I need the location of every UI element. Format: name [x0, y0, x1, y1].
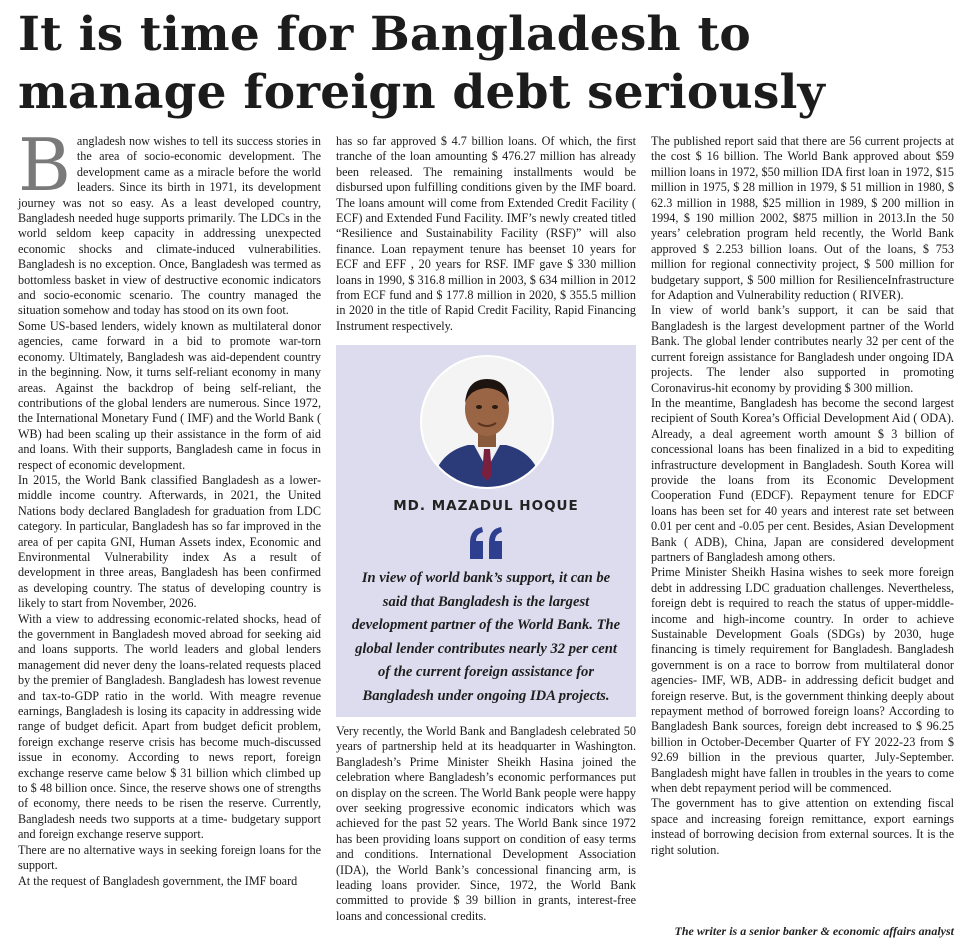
article-headline: It is time for Bangladesh to manage foreign debt seriously	[18, 7, 826, 120]
quote-mark-icon	[466, 523, 506, 563]
article-column-2-continued	[336, 724, 636, 924]
author-pull-quote-box	[336, 345, 636, 717]
pull-quote-text: In view of world bank’s support, it can be said that Bangladesh is the largest development partner of the World Bank. The global lender contributes nearly 32 per cent of the current foreign assistance for Bangladesh under ongoing IDA projects.	[351, 570, 621, 704]
article-paragraph: In the meantime, Bangladesh has become the second largest recipient of South Korea’s Official Development Aid ( ODA). Already, a deal agreement worth amount $ 3 billion of concessional loans has been finalized in a bid to expediting infrastructure development in Bangladesh. South Korea will provide the loans from its Economic Development Cooperation Fund (EDCF). Repayment tenure for EDCF loans has been set for 40 years and interest rate set between 0.01 per cent and -0.05 per cent. Besides, Asian Development Bank ( ADB), China, Japan are considered development partners of Bangladesh among others.	[651, 395, 954, 564]
article-paragraph: The government has to give attention on extending fiscal space and increasing foreign remittance, export earnings instead of borrowing decision from external sources. It is the right solution.	[651, 796, 954, 857]
author-name: MD. MAZADUL HOQUE	[393, 498, 579, 514]
article-paragraph: There are no alternative ways in seeking foreign loans for the support.	[18, 842, 321, 873]
article-paragraph: Bangladesh now wishes to tell its success stories in the area of socio-economic development. The development came as a miracle before the world leaders. Since its birth in 1971, its development journey was not so easy. As a least developed country, Bangladesh needed huge supports primarily. The LDCs in the world seldom keep capacity in addressing unexpected economic shocks and climate-induced vulnerabilities. Bangladesh is no exception. Once, Bangladesh was termed as bottomless basket in view of destructive economic indicators and socio-economic scenario. The country managed the situation somehow and today has stood on its own foot.	[18, 123, 321, 318]
article-paragraph: In 2015, the World Bank classified Bangladesh as a lower-middle income country. Afterwards, in 2021, the United Nations body declared Bangladesh for graduation from LDC category. In particular, Bangladesh has so far improved in the area of per capita GNI, Human Assets index, Economic and Environmental Vulnerability index As a result of development in three areas, Bangladesh has been confirmed as developing country. The status of developing country is likely to start from November, 2026.	[18, 472, 321, 611]
article-column-2	[336, 134, 636, 334]
article-paragraph: In view of world bank’s support, it can be said that Bangladesh is the largest development partner of the World Bank. The global lender contributes nearly 32 per cent of the current foreign assistance for Bangladesh under ongoing IDA projects. The lender also supported in promoting Coronavirus-hit economy by providing $ 300 million.	[651, 303, 954, 395]
article-paragraph: Some US-based lenders, widely known as multilateral donor agencies, came forward in a bid to promote war-torn economy. Ultimately, Bangladesh was aid-dependent country in the beginning. Now, it turns self-reliant economy in many areas. Against the backdrop of being self-reliant, the contributions of the global lenders are numerous. Since 1972, the International Monetary Fund ( IMF) and the World Bank ( WB) had been scaling up their assistance in the form of aid and loans. With their supports, Bangladesh came in focus in respect of economic development.	[18, 318, 321, 472]
author-credit-footer: The writer is a senior banker & economic affairs analyst	[674, 924, 954, 938]
article-column-3	[651, 134, 954, 858]
article-paragraph: At the request of Bangladesh government, the IMF board	[18, 873, 298, 888]
article-paragraph: Prime Minister Sheikh Hasina wishes to seek more foreign debt in addressing LDC graduation challenges. Nevertheless, foreign debt is required to reach the status of upper-middle-income and high-income country. In order to achieve Sustainable Development Goals (SDGs) by 2030, huge financing is timely requirement for Bangladesh. Bangladesh government is on a race to borrow from multilateral donor agencies- IMF, WB, ADB- in addressing deficit budget and foreign reserve. But, is the government thinking deeply about repayment method of borrowed foreign loans? According to Bangladesh Bank sources, foreign debt increased to $ 96.25 billion in October-December Quarter of FY 2022-23 from $ 92.69 billion in the previous quarter, July-September. Bangladesh might have fallen in troubles in the years to come when debt repayment period will be commenced.	[651, 565, 954, 796]
article-paragraph: With a view to addressing economic-related shocks, head of the government in Bangladesh moved abroad for seeking aid and loans supports. The world leaders and global lenders management did never deny the loans-related requests placed by the premier of Bangladesh. Bangladesh has lowest revenue and tax-to-GDP ratio in the world. With meagre revenue earnings, Bangladesh is losing its capacity in addressing wide range of budget deficit. Apart from budget deficit problem, foreign exchange reserve crisis has become much-discussed issue in economy. According to news report, foreign exchange reserve came below $ 31 billion which climbed up to $ 48 billion once. Since, the reserve shows one of strengths of economy, there needs to be risen the reserve. Currently, Bangladesh needs two supports at a time- budgetary support and foreign exchange reserve support.	[18, 611, 321, 842]
article-paragraph: Very recently, the World Bank and Bangladesh celebrated 50 years of partnership held at its headquarter in Washington. Bangladesh’s Prime Minister Sheikh Hasina joined the celebration where Bangladesh’s economic performances put on display on the screen. The World Bank people were happy over seeking progressive economic indicators which was achieved for the past 52 years. The World Bank since 1972 has been providing loans support on condition of easy terms and conditions. International Development Association (IDA), the World Bank’s concessional financing arm, is leading loans provider. Since, 1972, the World Bank committed to provide $ 39 billion in grants, interest-free loans and concessional credits.	[336, 724, 636, 923]
drop-cap: B	[18, 123, 71, 207]
article-paragraph: has so far approved $ 4.7 billion loans. Of which, the first tranche of the loan amounting $ 476.27 million has already been released. The remaining installments would be disbursed upon fulfilling conditions given by the IMF board. The loans amount will come from Extended Credit Facility ( ECF) and Extended Fund Facility. IMF’s newly created titled “Resilience and Sustainability Facility (RSF)” will also finance. Loan repayment tenure has beenset 10 years for ECF and EFF , 20 years for RSF. IMF gave $ 330 million loans in 1990, $ 316.8 million in 2003, $ 634 million in 2012 from ECF fund and $ 177.8 million in 2020, $ 355.5 million in 2020 in the title of Rapid Credit Facility, Rapid Financing Instrument respectively.	[336, 134, 636, 333]
article-paragraph: The published report said that there are 56 current projects at the cost $ 16 billion. The World Bank approved about $59 million loans in 1972, $50 million IDA first loan in 1972, $15 million in 1975, $ 28 million in 1979, $ 51 million in 1980, $ 62.3 million in 1988, $25 million in 1989, $ 200 million in 1994, $ 190 million 2002, $875 million in 2013.In the 50 years’ celebration program held recently, the World Bank approved $ 2.253 billion loans. Out of the loans, $ 753 million for regional connectivity project, $ 500 million for budgetary support, $ 500 million for ResilienceInfrastructure for Adaption and Vulnerability reduction ( RIVER).	[651, 134, 954, 303]
author-portrait-icon	[422, 357, 552, 487]
article-column-1	[18, 123, 321, 889]
